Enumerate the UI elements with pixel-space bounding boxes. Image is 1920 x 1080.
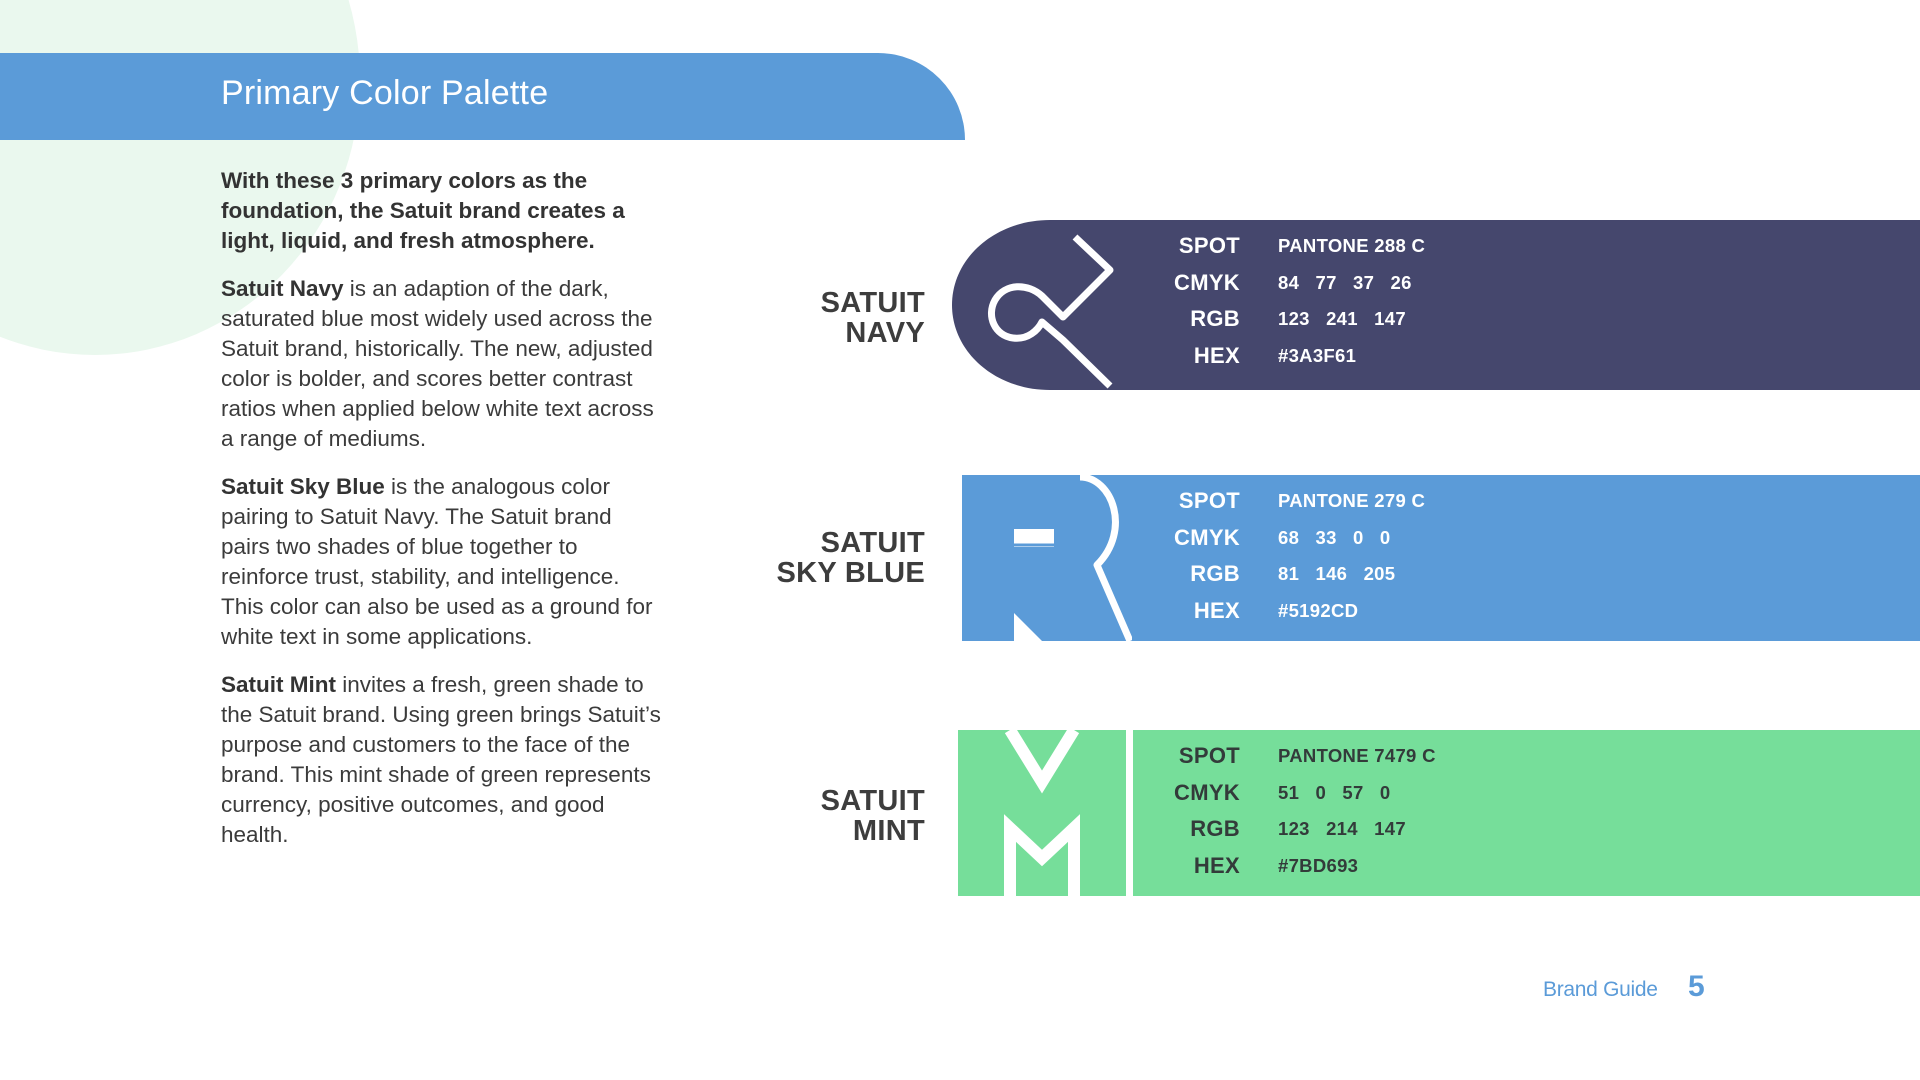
- spot-value: PANTONE 279 C: [1278, 490, 1426, 511]
- navy-name: Satuit Navy: [221, 276, 344, 301]
- spec-row-spot: SPOT PANTONE 288 C: [1178, 233, 1426, 258]
- cmyk-value: 68 33 0 0: [1278, 526, 1391, 548]
- spec-row-spot: SPOT PANTONE 279 C: [1178, 488, 1426, 513]
- page-number: 5: [1688, 970, 1705, 1003]
- intro-paragraph: With these 3 primary colors as the foundation, the Satuit brand creates a light, liquid, and fresh atmosphere.: [221, 168, 625, 253]
- hex-value: #3A3F61: [1278, 344, 1357, 366]
- spec-row-hex: HEX #5192CD: [1193, 597, 1359, 623]
- letter-c-icon: [950, 218, 1130, 392]
- rgb-value: 123 214 147: [1278, 818, 1406, 839]
- rgb-value: 123 241 147: [1278, 308, 1406, 329]
- spec-row-spot: SPOT PANTONE 7479 C: [1178, 743, 1436, 768]
- swatch-label-mint: SATUIT MINT: [820, 785, 925, 847]
- hex-value: #7BD693: [1278, 854, 1359, 876]
- specs-navy: [1130, 233, 1830, 379]
- footer-label: Brand Guide: [1543, 978, 1658, 1001]
- spec-row-cmyk: CMYK 84 77 37 26: [1174, 269, 1412, 295]
- navy-paragraph: [221, 274, 661, 454]
- mint-paragraph: [221, 670, 661, 850]
- navy-description: is an adaption of the dark, saturated blue most widely used across the Satuit brand, historically. The new, adjusted color is bolder, and scores better contrast ratios when applied below white text across a range of mediums.: [221, 276, 654, 451]
- spec-row-hex: HEX #7BD693: [1193, 852, 1359, 878]
- sky-paragraph: [221, 472, 661, 652]
- cmyk-value: 51 0 57 0: [1278, 781, 1391, 803]
- spec-row-cmyk: CMYK 68 33 0 0: [1174, 524, 1391, 550]
- spec-row-rgb: RGB 81 146 205: [1190, 561, 1396, 586]
- spec-row-hex: HEX #3A3F61: [1193, 342, 1357, 368]
- swatch-label-navy: SATUIT NAVY: [820, 287, 925, 349]
- letter-m-icon: [958, 730, 1126, 896]
- mint-description: invites a fresh, green shade to the Satuit brand. Using green brings Satuit’s purpose and customers to the face of the brand. This mint shade of green represents currency, positive outcomes, and good health.: [221, 672, 661, 847]
- spot-value: PANTONE 288 C: [1278, 235, 1426, 256]
- hex-value: #5192CD: [1278, 599, 1359, 621]
- sky-name: Satuit Sky Blue: [221, 474, 385, 499]
- spec-row-rgb: RGB 123 241 147: [1190, 306, 1406, 331]
- letter-r-icon: [962, 475, 1132, 641]
- specs-mint: [1130, 743, 1830, 889]
- title-banner: [0, 53, 965, 140]
- sky-description: is the analogous color pairing to Satuit Navy. The Satuit brand pairs two shades of blue together to reinforce trust, stability, and intelligence. This color can also be used as a ground for white text in some applications.: [221, 474, 653, 649]
- specs-sky-blue: [1130, 488, 1830, 634]
- body-text: [221, 166, 661, 868]
- spec-row-cmyk: CMYK 51 0 57 0: [1174, 779, 1391, 805]
- spec-row-rgb: RGB 123 214 147: [1190, 816, 1406, 841]
- page-title: Primary Color Palette: [221, 74, 549, 112]
- swatch-label-sky-blue: SATUIT SKY BLUE: [776, 527, 925, 589]
- rgb-value: 81 146 205: [1278, 563, 1396, 584]
- cmyk-value: 84 77 37 26: [1278, 271, 1412, 293]
- mint-name: Satuit Mint: [221, 672, 336, 697]
- spot-value: PANTONE 7479 C: [1278, 745, 1436, 766]
